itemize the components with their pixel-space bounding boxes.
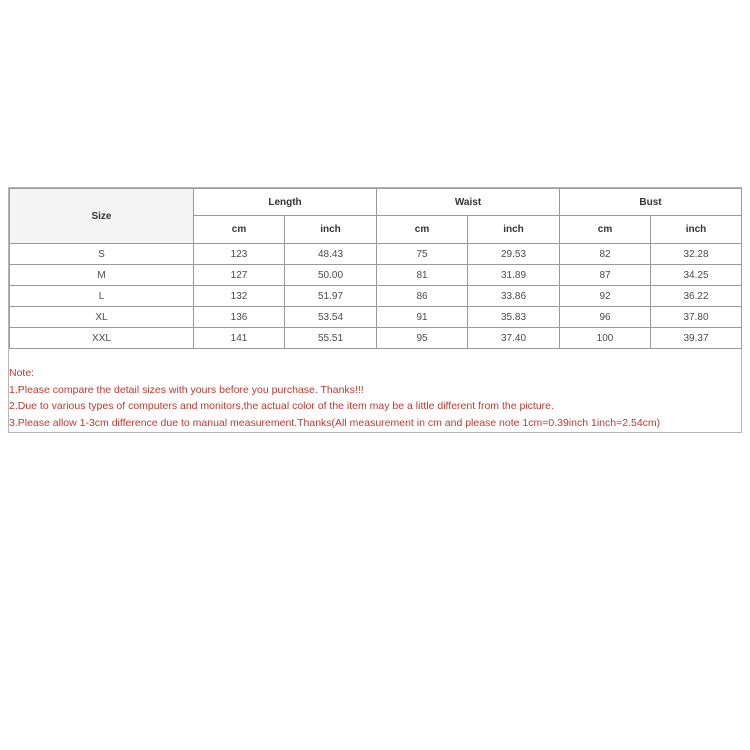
value-cell: 36.22	[651, 286, 742, 307]
value-cell: 51.97	[285, 286, 377, 307]
note-line: 3.Please allow 1-3cm difference due to manual measurement.Thanks(All measurement in cm and please note 1cm=0.39inch 1inch=2.54cm)	[9, 416, 661, 429]
size-cell: M	[10, 265, 194, 286]
size-cell: L	[10, 286, 194, 307]
notes-section	[9, 365, 741, 431]
size-column-header: Size	[10, 189, 194, 244]
table-row	[10, 307, 742, 328]
note-line: 1.Please compare the detail sizes with yours before you purchase. Thanks!!!	[9, 383, 364, 396]
value-cell: 35.83	[468, 307, 560, 328]
value-cell: 75	[377, 244, 468, 265]
value-cell: 39.37	[651, 328, 742, 349]
value-cell: 31.89	[468, 265, 560, 286]
value-cell: 34.25	[651, 265, 742, 286]
value-cell: 48.43	[285, 244, 377, 265]
value-cell: 86	[377, 286, 468, 307]
value-cell: 141	[194, 328, 285, 349]
size-table	[9, 188, 742, 349]
unit-header: inch	[468, 216, 560, 244]
unit-header: inch	[651, 216, 742, 244]
value-cell: 37.40	[468, 328, 560, 349]
unit-header: cm	[560, 216, 651, 244]
value-cell: 53.54	[285, 307, 377, 328]
note-line: 2.Due to various types of computers and monitors,the actual color of the item may be a little different from the picture.	[9, 400, 554, 412]
notes-title: Note:	[9, 367, 35, 379]
value-cell: 37.80	[651, 307, 742, 328]
value-cell: 33.86	[468, 286, 560, 307]
value-cell: 82	[560, 244, 651, 265]
value-cell: 91	[377, 307, 468, 328]
value-cell: 96	[560, 307, 651, 328]
value-cell: 95	[377, 328, 468, 349]
value-cell: 32.28	[651, 244, 742, 265]
value-cell: 127	[194, 265, 285, 286]
value-cell: 55.51	[285, 328, 377, 349]
value-cell: 100	[560, 328, 651, 349]
header-row-groups	[10, 189, 742, 216]
length-group-header: Length	[194, 189, 377, 216]
value-cell: 92	[560, 286, 651, 307]
table-row	[10, 265, 742, 286]
unit-header: cm	[377, 216, 468, 244]
table-row	[10, 244, 742, 265]
unit-header: cm	[194, 216, 285, 244]
value-cell: 136	[194, 307, 285, 328]
size-cell: S	[10, 244, 194, 265]
table-row	[10, 328, 742, 349]
size-chart	[8, 187, 742, 433]
value-cell: 132	[194, 286, 285, 307]
bust-group-header: Bust	[560, 189, 742, 216]
table-row	[10, 286, 742, 307]
value-cell: 81	[377, 265, 468, 286]
waist-group-header: Waist	[377, 189, 560, 216]
value-cell: 29.53	[468, 244, 560, 265]
unit-header: inch	[285, 216, 377, 244]
size-cell: XXL	[10, 328, 194, 349]
size-cell: XL	[10, 307, 194, 328]
value-cell: 50.00	[285, 265, 377, 286]
value-cell: 123	[194, 244, 285, 265]
value-cell: 87	[560, 265, 651, 286]
